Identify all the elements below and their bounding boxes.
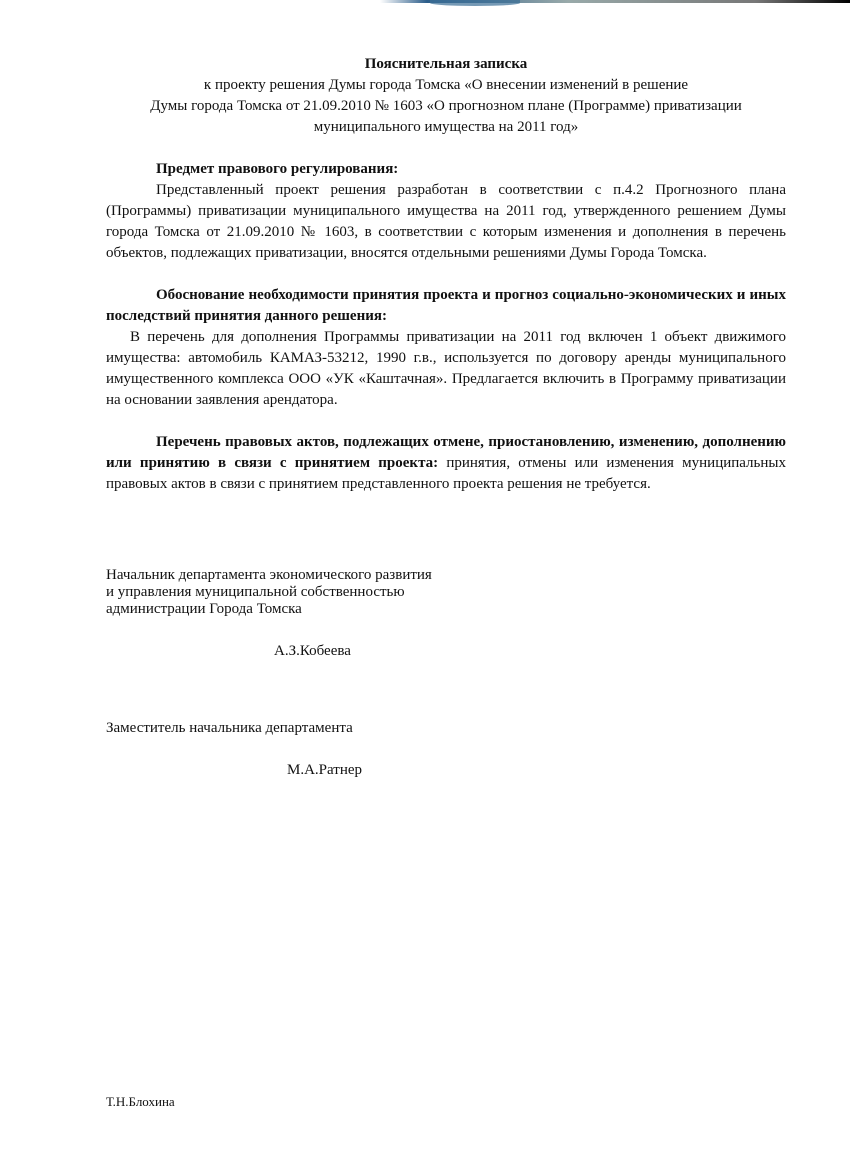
section-text: принятия, отмены или изменения муниципальных правовых актов в связи с принятием представленного проекта решения не требуется.	[106, 455, 786, 492]
signer2-name: М.А.Ратнер	[287, 762, 363, 778]
section-heading: Перечень правовых актов, подлежащих отмене, приостановлению, изменению, дополнению или принятию в связи с принятием проекта:	[106, 434, 786, 471]
signer2-position: Заместитель начальника департамента	[106, 720, 353, 736]
position-line: Начальник департамента экономического развития	[106, 567, 432, 583]
subtitle-line: муниципального имущества на 2011 год»	[313, 119, 579, 135]
subtitle-line: Думы города Томска от 21.09.2010 № 1603 «О прогнозном плане (Программе) приватизации	[150, 98, 742, 114]
document-body	[106, 54, 786, 495]
signer1-position	[106, 567, 432, 618]
section-text: Представленный проект решения разработан в соответствии с п.4.2 Прогнозного плана (Программы) приватизации муниципального имущества на 2011 год, утвержденного решением Думы города Томска от 21.09.2010 № 1603, в соответствии с которым изменения и дополнения в перечень объектов, подлежащих приватизации, вносятся отдельными решениями Думы Города Томска.	[106, 182, 786, 261]
section-heading: Предмет правового регулирования:	[156, 161, 399, 177]
subtitle-line: к проекту решения Думы города Томска «О внесении изменений в решение	[203, 77, 689, 93]
section-text: В перечень для дополнения Программы приватизации на 2011 год включен 1 объект движимого имущества: автомобиль КАМАЗ-53212, 1990 г.в., используется по договору аренды муниципального имущественного комплекса ООО «УК «Каштачная». Предлагается включить в Программу приватизации на основании заявления арендатора.	[106, 329, 786, 408]
document-title: Пояснительная записка	[364, 56, 528, 72]
scan-artifact	[430, 0, 520, 6]
position-line: администрации Города Томска	[106, 601, 302, 617]
signer1-name: А.З.Кобеева	[274, 643, 351, 659]
position-line: и управления муниципальной собственностью	[106, 584, 405, 600]
section-paragraph	[106, 432, 786, 495]
section-heading: Обоснование необходимости принятия проекта и прогноз социально-экономических и иных последствий принятия данного решения:	[106, 287, 786, 324]
executor-name: Т.Н.Блохина	[106, 1094, 175, 1109]
